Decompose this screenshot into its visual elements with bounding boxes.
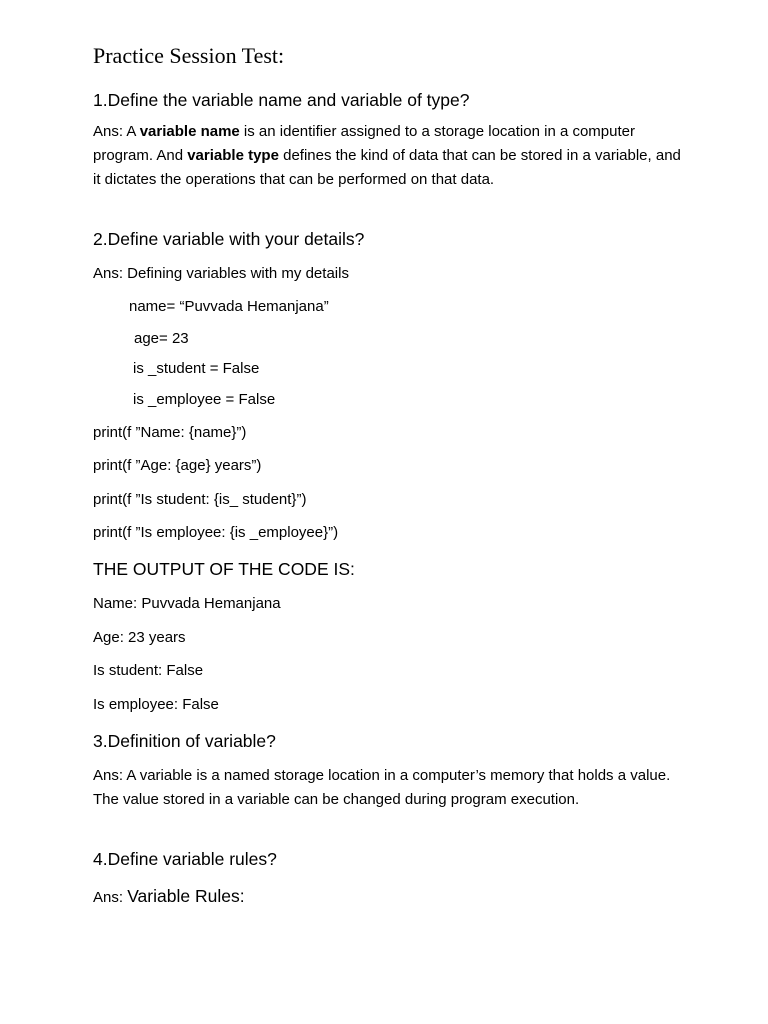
question-2: 2.Define variable with your details? xyxy=(93,229,365,249)
answer-4 xyxy=(93,884,245,910)
output-heading: THE OUTPUT OF THE CODE IS: xyxy=(93,559,355,579)
question-1: 1.Define the variable name and variable of type? xyxy=(93,90,470,110)
print-line-is-student: print(f ”Is student: {is_ student}”) xyxy=(93,491,307,508)
answer-1-prefix: Ans: A xyxy=(93,123,140,140)
output-line-name: Name: Puvvada Hemanjana xyxy=(93,595,281,612)
answer-1-term-variable-name: variable name xyxy=(139,123,240,140)
output-line-is-employee: Is employee: False xyxy=(93,696,219,713)
print-line-name: print(f ”Name: {name}”) xyxy=(93,424,247,441)
answer-1-term-variable-type: variable type xyxy=(187,147,279,164)
output-line-is-student: Is student: False xyxy=(93,662,204,679)
answer-1-mid: is an identifier assigned to a storage location in a computer program. And xyxy=(93,123,635,164)
output-line-age: Age: 23 years xyxy=(93,629,186,646)
code-line-age: age= 23 xyxy=(134,330,189,347)
print-line-is-employee: print(f ”Is employee: {is _employee}”) xyxy=(93,524,339,541)
question-3: 3.Definition of variable? xyxy=(93,731,276,751)
code-line-name: name= “Puvvada Hemanjana” xyxy=(129,298,329,315)
answer-4-heading: Variable Rules: xyxy=(127,886,245,906)
document-title: Practice Session Test: xyxy=(93,43,285,68)
answer-1 xyxy=(93,120,683,192)
code-line-is-employee: is _employee = False xyxy=(133,391,276,408)
answer-1-end: defines the kind of data that can be stored in a variable, and it dictates the operations that can be performed on that data. xyxy=(93,147,681,188)
answer-4-prefix: Ans: xyxy=(93,889,128,906)
answer-2-intro: Ans: Defining variables with my details xyxy=(93,265,349,282)
code-line-is-student: is _student = False xyxy=(133,360,260,377)
answer-3: Ans: A variable is a named storage location in a computer’s memory that holds a value. The value stored in a variable can be changed during program execution. xyxy=(93,767,671,808)
print-line-age: print(f ”Age: {age} years”) xyxy=(93,457,262,474)
question-4: 4.Define variable rules? xyxy=(93,849,277,869)
